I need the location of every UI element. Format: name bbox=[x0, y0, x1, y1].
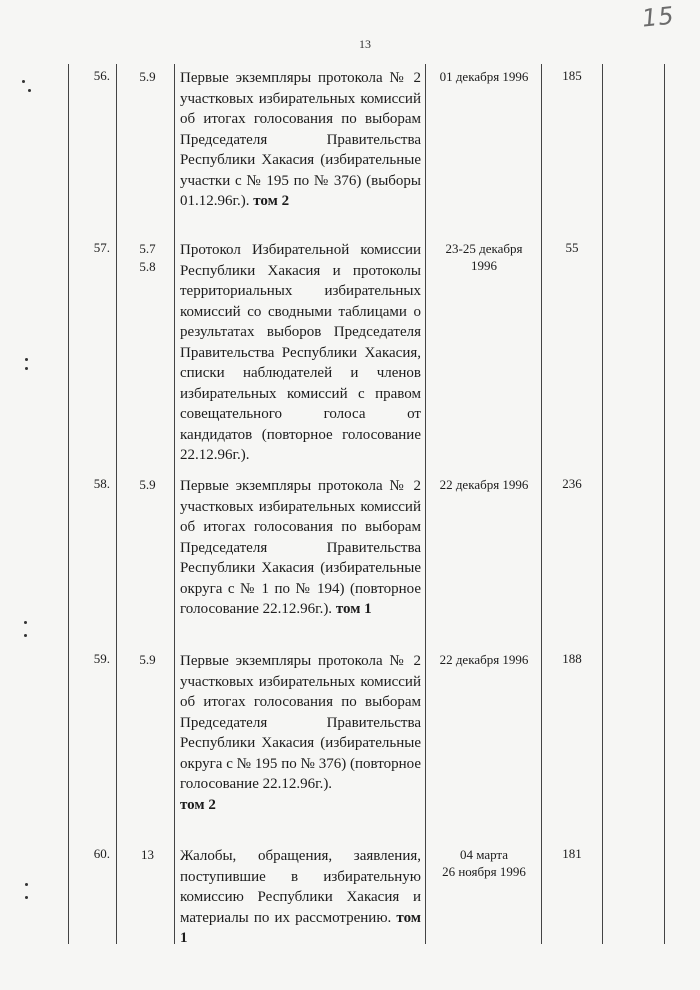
row-title-text: Жалобы, обращения, заявления, поступившие в избирательную комиссию Республики Хакасия и материалы по их рассмотрению. bbox=[180, 848, 421, 926]
page-number: 13 bbox=[359, 37, 371, 51]
row-sheet-count: 236 bbox=[562, 476, 582, 491]
binding-hole bbox=[25, 367, 28, 370]
row-index bbox=[120, 476, 175, 494]
row-title bbox=[180, 651, 421, 815]
row-title bbox=[180, 240, 421, 466]
row-date-line: 23-25 декабря bbox=[445, 241, 523, 256]
row-dates bbox=[428, 240, 540, 274]
row-title-text: Протокол Избирательной комиссии Республики Хакасия и протоколы территориальных избирательных комиссий со сводными таблицами о результатах выборов Председателя Правительства Республики Хакасия, списки наблюдателей и членов избирательных комиссий с правом совещательного голоса от кандидатов (повторное голосование 22.12.96г.). bbox=[180, 242, 421, 463]
row-date-line: 22 декабря 1996 bbox=[439, 652, 529, 667]
row-date-line: 01 декабря 1996 bbox=[439, 69, 529, 84]
row-index-line: 5.8 bbox=[139, 259, 156, 274]
binding-hole bbox=[28, 89, 31, 92]
row-volume: том 2 bbox=[180, 796, 216, 813]
row-index-line: 5.9 bbox=[139, 652, 156, 667]
row-index bbox=[120, 68, 175, 86]
row-date-line: 04 марта bbox=[459, 847, 509, 862]
row-dates bbox=[428, 651, 540, 668]
binding-hole bbox=[24, 634, 27, 637]
row-title-text: Первые экземпляры протокола № 2 участковых избирательных комиссий об итогах голосования по выборам Председателя Правительства Республики Хакасия (избирательные округа с № 195 по № 376) (повторное голосование 22.12.96г.). bbox=[180, 653, 421, 792]
column-rule bbox=[425, 64, 426, 944]
row-index-line: 5.9 bbox=[139, 69, 156, 84]
row-title-text: Первые экземпляры протокола № 2 участковых избирательных комиссий об итогах голосования по выборам Председателя Правительства Республики Хакасия (избирательные округа с № 1 по № 194) (повторное голосование 22.12.96г.). bbox=[180, 478, 421, 617]
binding-hole bbox=[25, 896, 28, 899]
row-index-line: 5.9 bbox=[139, 477, 156, 492]
row-number: 57. bbox=[93, 240, 110, 255]
row-index bbox=[120, 846, 175, 864]
row-number: 59. bbox=[93, 651, 110, 666]
row-number: 58. bbox=[93, 476, 110, 491]
row-dates bbox=[428, 68, 540, 85]
column-rule bbox=[116, 64, 117, 944]
row-index-line: 5.7 bbox=[139, 241, 156, 256]
row-dates bbox=[428, 846, 540, 880]
binding-hole bbox=[25, 358, 28, 361]
row-sheet-count: 55 bbox=[565, 240, 579, 255]
column-rule bbox=[602, 64, 603, 944]
archive-sheet-mark: 15 bbox=[640, 1, 676, 33]
column-rule bbox=[68, 64, 69, 944]
row-index-line: 13 bbox=[141, 847, 154, 862]
row-sheet-count: 188 bbox=[562, 651, 582, 666]
row-date-line: 1996 bbox=[471, 258, 497, 273]
row-title bbox=[180, 68, 421, 212]
row-title bbox=[180, 476, 421, 620]
column-rule bbox=[664, 64, 665, 944]
row-date-line: 26 ноября 1996 bbox=[442, 864, 526, 879]
row-dates bbox=[428, 476, 540, 493]
row-number: 56. bbox=[93, 68, 110, 83]
row-title-text: Первые экземпляры протокола № 2 участковых избирательных комиссий об итогах голосования по выборам Председателя Правительства Республики Хакасия (избирательные участки с № 195 по № 376) (выборы 01.12.96г.). bbox=[180, 70, 421, 209]
binding-hole bbox=[24, 621, 27, 624]
column-rule bbox=[174, 64, 175, 944]
row-index bbox=[120, 240, 175, 276]
row-title bbox=[180, 846, 421, 949]
row-volume: том 2 bbox=[253, 193, 290, 209]
row-sheet-count: 185 bbox=[562, 68, 582, 83]
row-volume: том 1 bbox=[180, 909, 422, 946]
row-number: 60. bbox=[93, 846, 110, 861]
row-date-line: 22 декабря 1996 bbox=[439, 477, 529, 492]
binding-hole bbox=[22, 80, 25, 83]
column-rule bbox=[541, 64, 542, 944]
row-index bbox=[120, 651, 175, 669]
binding-hole bbox=[25, 883, 28, 886]
row-volume: том 1 bbox=[335, 601, 372, 617]
row-sheet-count: 181 bbox=[562, 846, 582, 861]
